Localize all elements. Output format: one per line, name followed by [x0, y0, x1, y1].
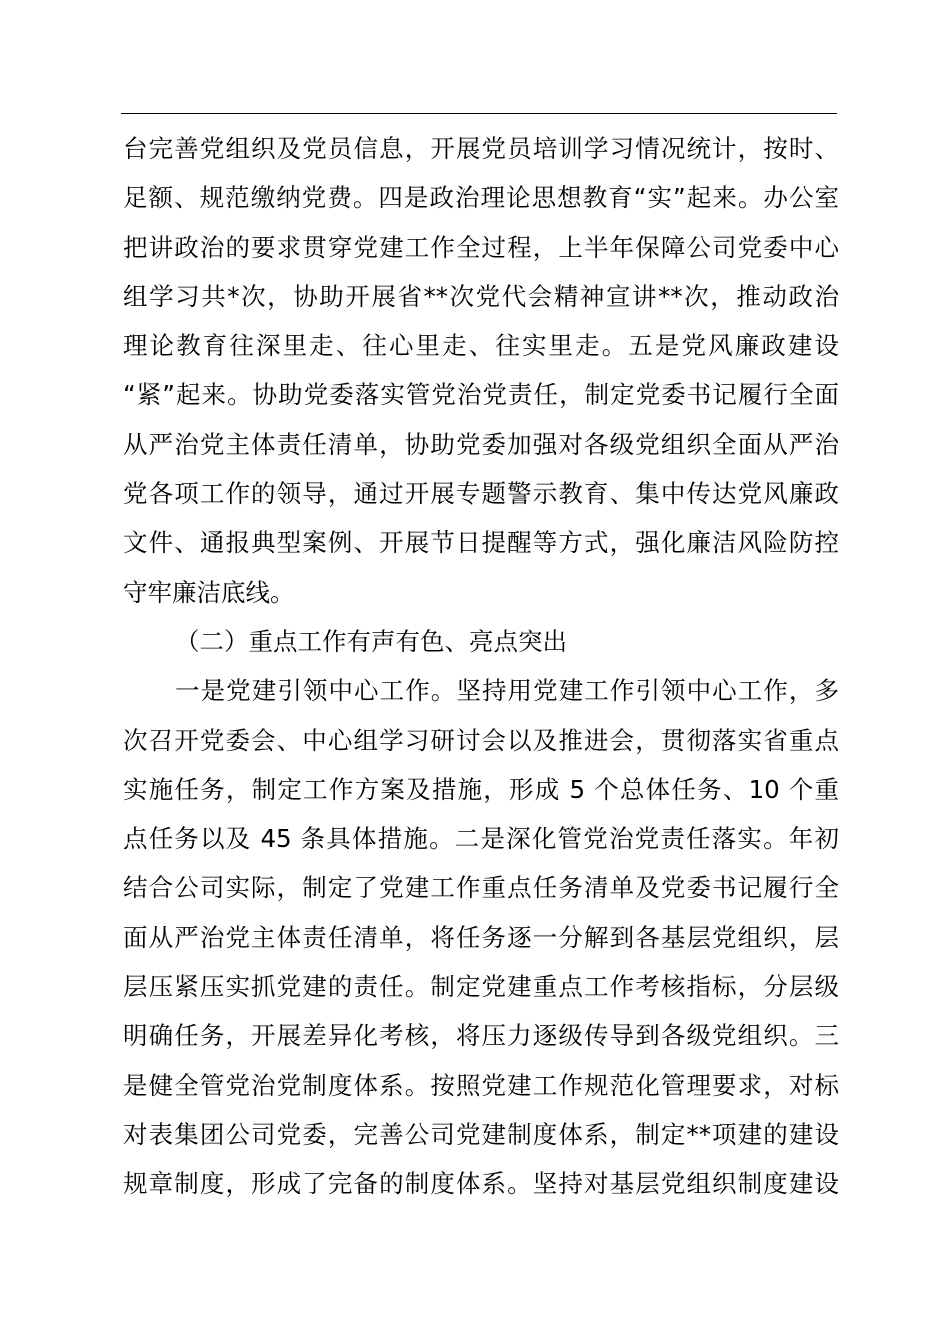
text-line: 明确任务，开展差异化考核，将压力逐级传导到各级党组织。三 [123, 1021, 839, 1051]
text-line: 文件、通报典型案例、开展节日提醒等方式，强化廉洁风险防控 [123, 528, 839, 558]
paragraph-first-line: 一是党建引领中心工作。坚持用党建工作引领中心工作，多 [175, 676, 839, 706]
text-line: 对表集团公司党委，完善公司党建制度体系，制定**项建的建设 [123, 1119, 839, 1149]
text-line: 点任务以及 45 条具体措施。二是深化管党治党责任落实。年初 [123, 824, 839, 854]
text-line: 党各项工作的领导，通过开展专题警示教育、集中传达党风廉政 [123, 479, 839, 509]
header-rule [121, 113, 837, 114]
text-line: 面从严治党主体责任清单，将任务逐一分解到各基层党组织，层 [123, 922, 839, 952]
text-line: 是健全管党治党制度体系。按照党建工作规范化管理要求，对标 [123, 1070, 839, 1100]
body-text [123, 124, 839, 1209]
text-line: 理论教育往深里走、往心里走、往实里走。五是党风廉政建设 [123, 331, 839, 361]
text-line: 层压紧压实抓党建的责任。制定党建重点工作考核指标，分层级 [123, 972, 839, 1002]
text-line: 实施任务，制定工作方案及措施，形成 5 个总体任务、10 个重 [123, 774, 839, 804]
text-line: 组学习共*次，协助开展省**次党代会精神宣讲**次，推动政治 [123, 281, 839, 311]
section-heading: （二）重点工作有声有色、亮点突出 [175, 626, 567, 656]
text-line: “紧”起来。协助党委落实管党治党责任，制定党委书记履行全面 [123, 380, 839, 410]
text-line: 把讲政治的要求贯穿党建工作全过程，上半年保障公司党委中心 [123, 232, 839, 262]
text-line: 足额、规范缴纳党费。四是政治理论思想教育“实”起来。办公室 [123, 183, 839, 213]
text-line: 从严治党主体责任清单，协助党委加强对各级党组织全面从严治 [123, 429, 839, 459]
text-line: 台完善党组织及党员信息，开展党员培训学习情况统计，按时、 [123, 134, 839, 163]
text-line-last: 守牢廉洁底线。 [123, 577, 295, 607]
text-line: 结合公司实际，制定了党建工作重点任务清单及党委书记履行全 [123, 873, 839, 903]
text-line: 次召开党委会、中心组学习研讨会以及推进会，贯彻落实省重点 [123, 725, 839, 755]
text-line: 规章制度，形成了完备的制度体系。坚持对基层党组织制度建设 [123, 1169, 839, 1199]
